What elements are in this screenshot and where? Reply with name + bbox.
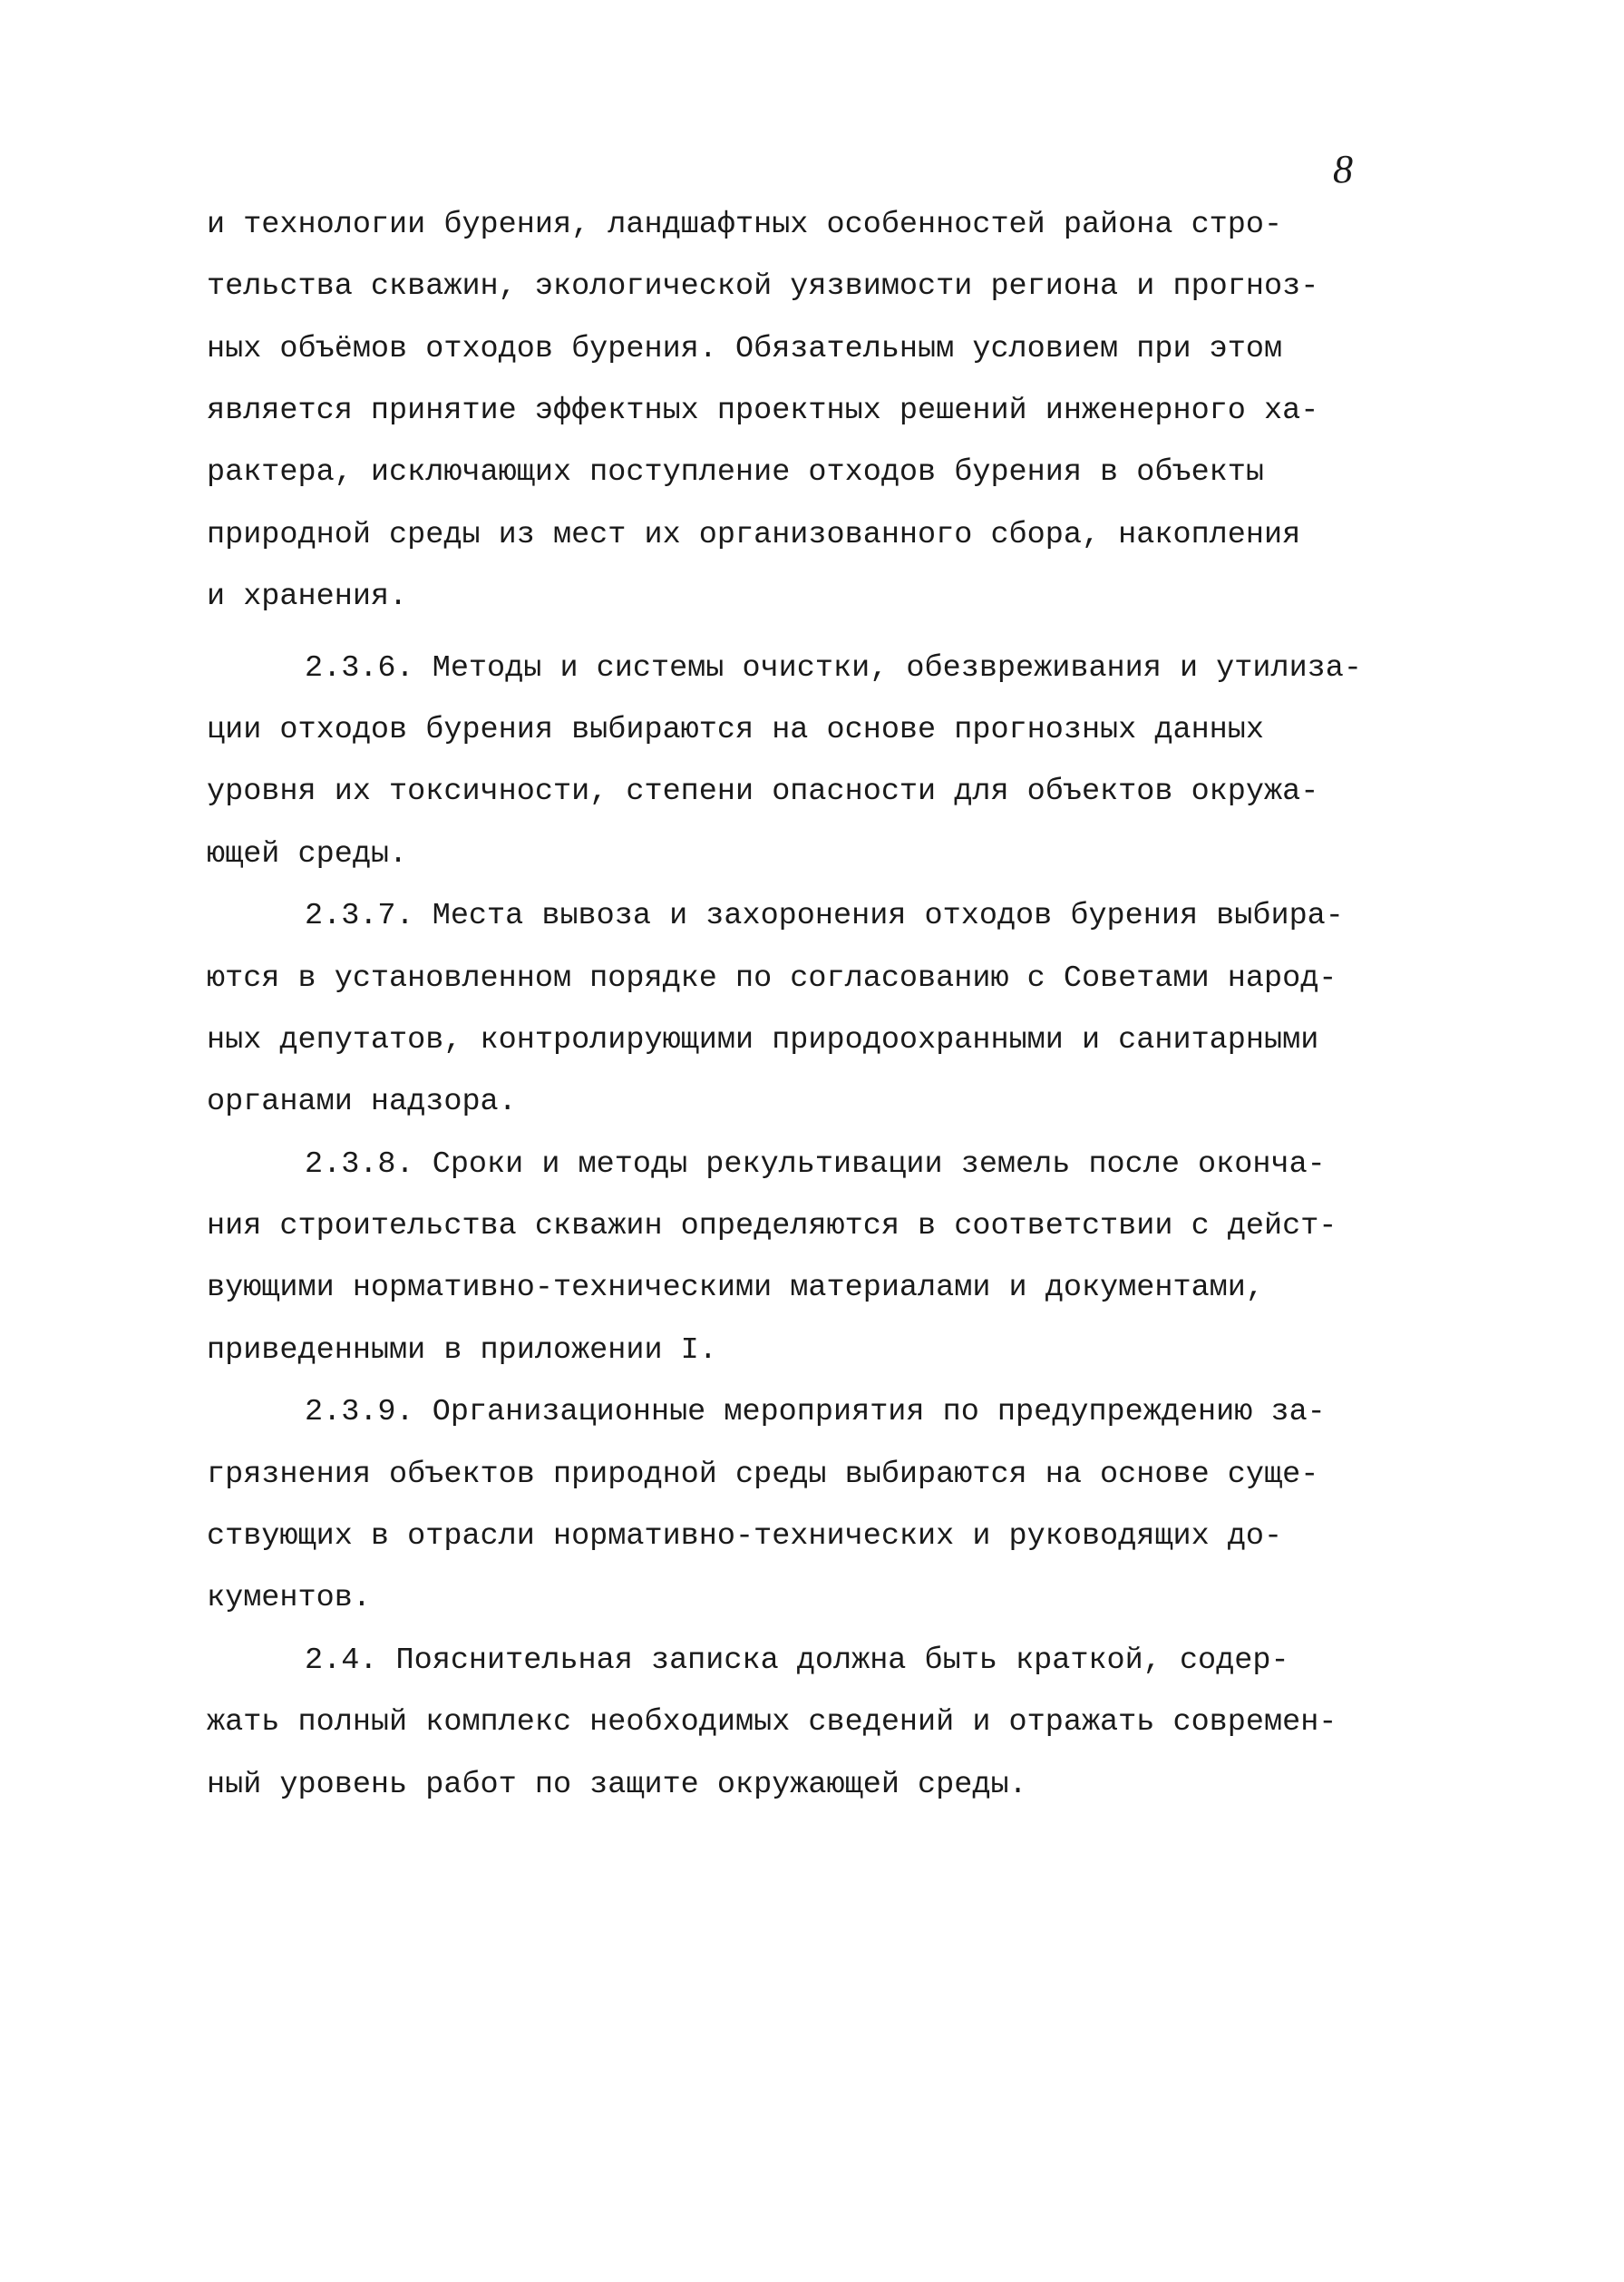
text-line: приведенными в приложении I. [207,1333,717,1368]
text-line: уровня их токсичности, степени опасности для объектов окружа- [207,775,1319,809]
text-line: ный уровень работ по защите окружающей среды. [207,1768,1027,1802]
text-line: ции отходов бурения выбираются на основе прогнозных данных [207,713,1264,747]
paragraph-2-3-8-first-line: 2.3.8. Сроки и методы рекультивации земель после оконча- [305,1147,1326,1182]
text-line: ных объёмов отходов бурения. Обязательным условием при этом [207,332,1283,366]
text-line: органами надзора. [207,1085,517,1119]
paragraph-2-3-7-first-line: 2.3.7. Места вывоза и захоронения отходов бурения выбира- [305,899,1344,933]
text-line: и хранения. [207,580,408,614]
text-line: жать полный комплекс необходимых сведений и отражать современ- [207,1705,1337,1740]
text-line: ющей среды. [207,837,408,872]
page-number: 8 [1333,147,1353,191]
text-line: является принятие эффектных проектных решений инженерного ха- [207,394,1319,428]
text-line: кументов. [207,1581,371,1615]
text-line: ния строительства скважин определяются в соответствии с дейст- [207,1209,1337,1243]
text-line: и технологии бурения, ландшафтных особенностей района стро- [207,208,1283,242]
text-line: тельства скважин, экологической уязвимости региона и прогноз- [207,269,1319,304]
text-line: ются в установленном порядке по согласованию с Советами народ- [207,961,1337,996]
paragraph-2-3-9-first-line: 2.3.9. Организационные мероприятия по предупреждению за- [305,1395,1326,1429]
text-line: ных депутатов, контролирующими природоохранными и санитарными [207,1023,1319,1058]
paragraph-2-3-6-first-line: 2.3.6. Методы и системы очистки, обезвреживания и утилиза- [305,651,1362,686]
text-line: природной среды из мест их организованного сбора, накопления [207,518,1301,552]
text-line: вующими нормативно-техническими материалами и документами, [207,1271,1264,1305]
text-line: ствующих в отрасли нормативно-технических и руководящих до- [207,1519,1283,1554]
paragraph-2-4-first-line: 2.4. Пояснительная записка должна быть краткой, содер- [305,1643,1289,1678]
text-line: рактера, исключающих поступление отходов бурения в объекты [207,455,1264,490]
text-line: грязнения объектов природной среды выбираются на основе суще- [207,1458,1319,1492]
